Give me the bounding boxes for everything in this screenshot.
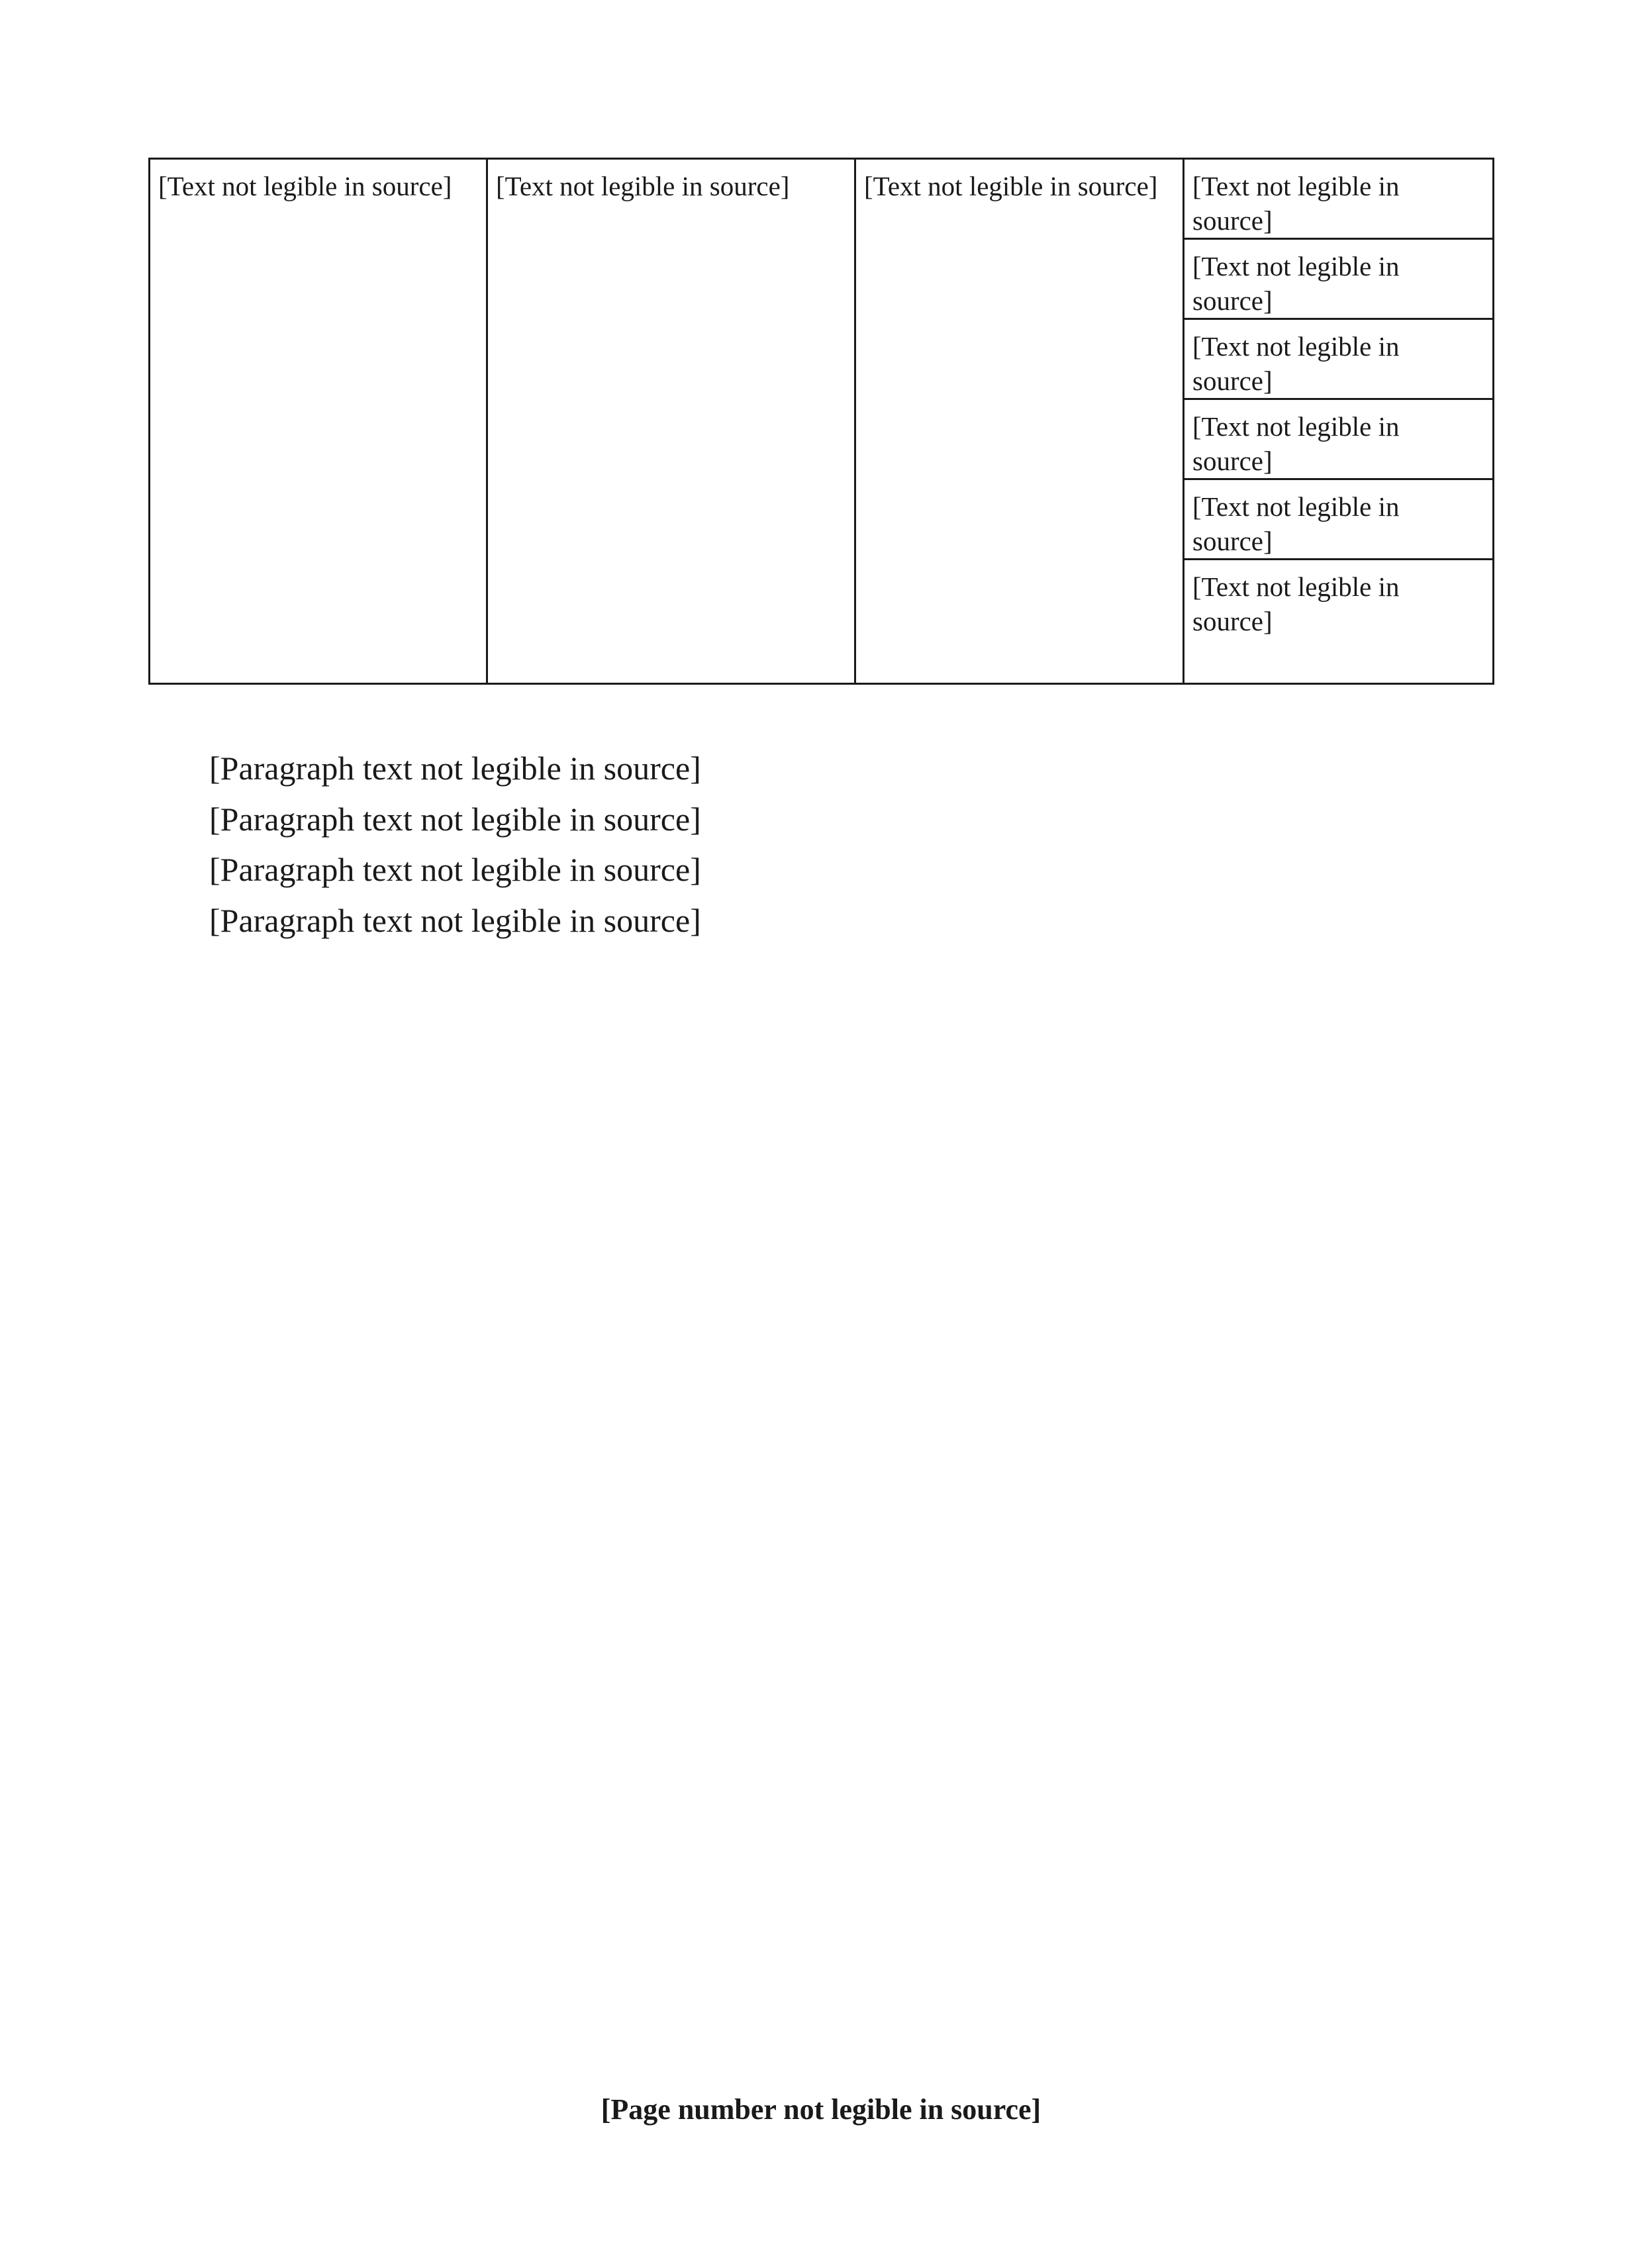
network-type-cell: [Text not legible in source] [150,159,487,684]
paragraph: [Paragraph text not legible in source] [209,750,701,787]
page-number: [Page number not legible in source] [601,2093,1041,2126]
object-cell: [Text not legible in source] [1184,479,1494,560]
objects-table [148,158,1494,685]
paragraph: [Paragraph text not legible in source] [209,902,701,940]
object-cell: [Text not legible in source] [1184,319,1494,399]
object-cell: [Text not legible in source] [1184,159,1494,239]
object-cell: [Text not legible in source] [1184,239,1494,319]
body-text [148,745,1492,948]
paragraph: [Paragraph text not legible in source] [209,800,701,838]
table-row [150,159,1494,239]
object-cell: [Text not legible in source] [1184,560,1494,684]
institution-type-cell: [Text not legible in source] [855,159,1184,684]
usage-type-cell: [Text not legible in source] [487,159,855,684]
paragraph: [Paragraph text not legible in source] [209,851,701,889]
object-cell: [Text not legible in source] [1184,399,1494,479]
